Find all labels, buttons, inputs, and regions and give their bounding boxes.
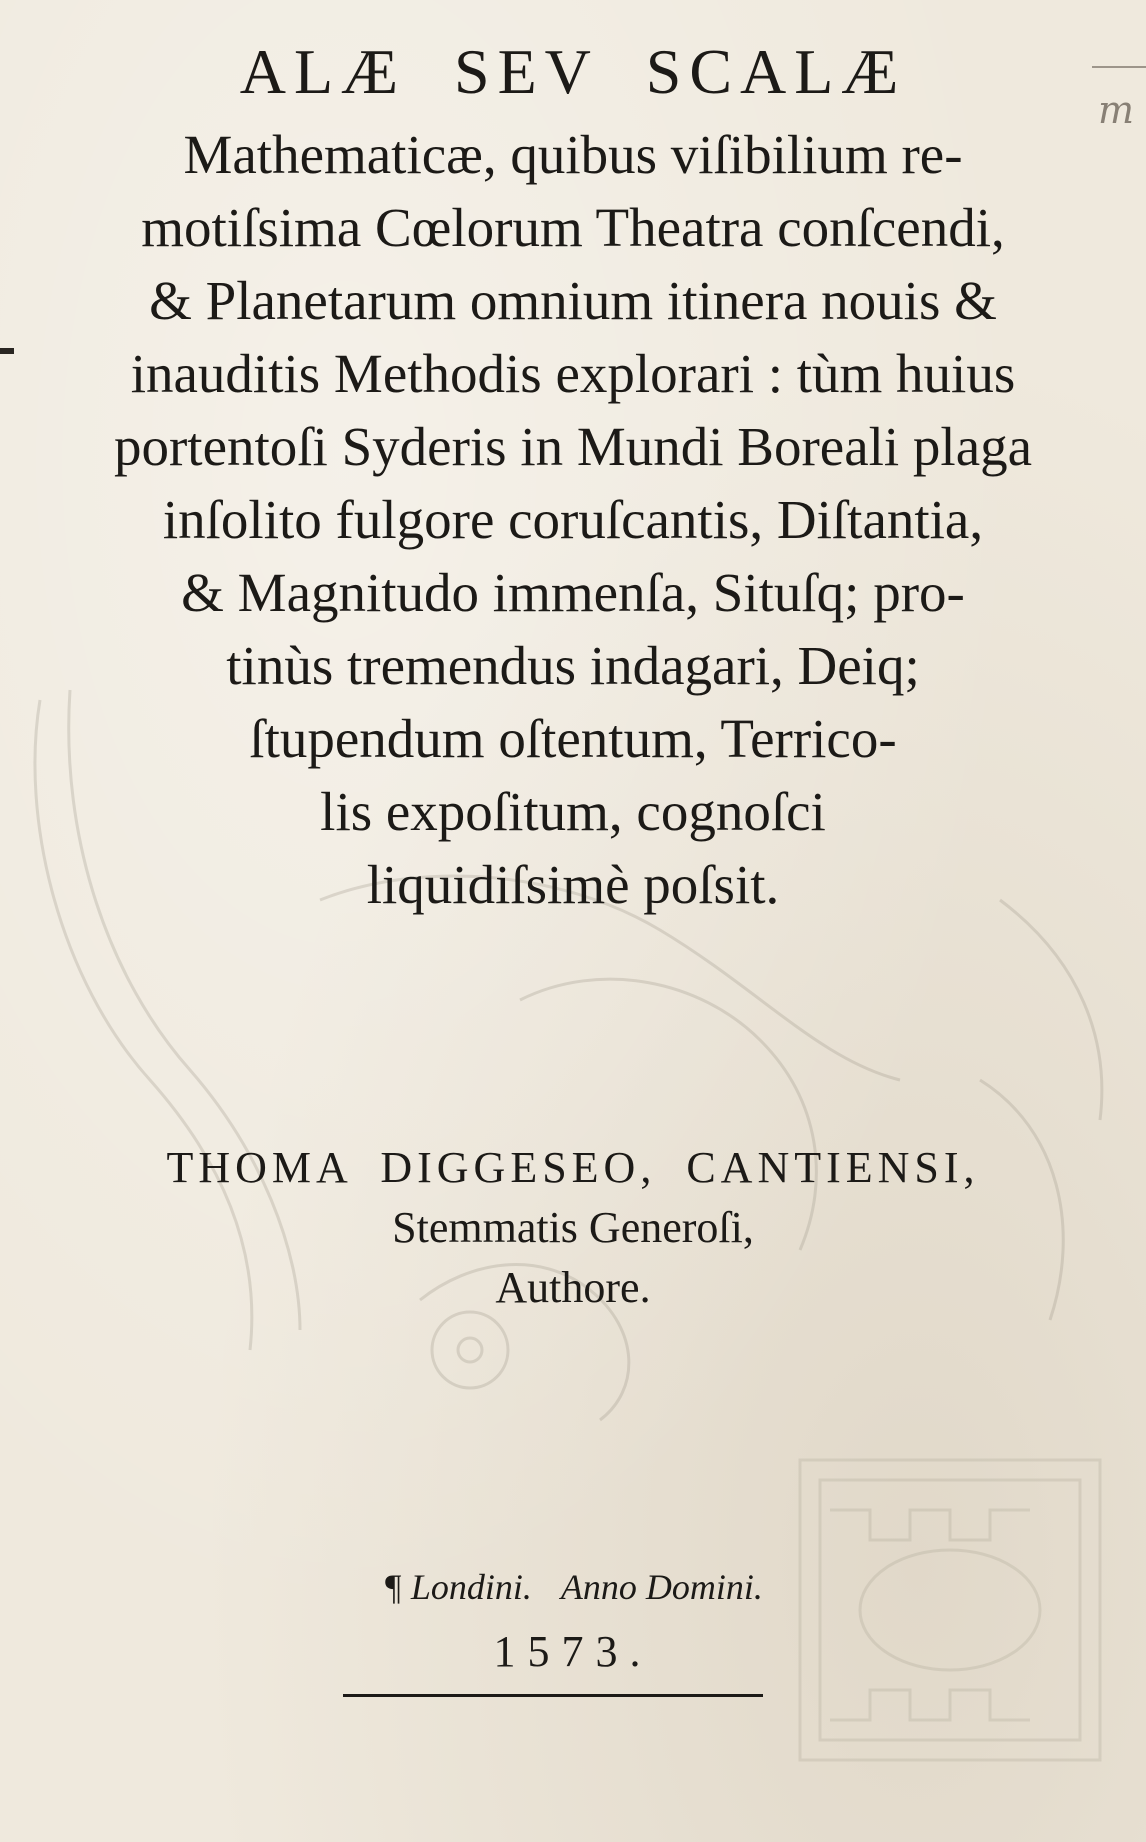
title-block bbox=[40, 36, 1106, 921]
margin-handwriting: m bbox=[1098, 88, 1135, 132]
title-line-3: & Planetarum omnium itinera nouis & bbox=[149, 270, 997, 331]
title-line-4: inauditis Methodis explorari : tùm huius bbox=[130, 343, 1016, 404]
margin-tick-mark bbox=[0, 348, 14, 354]
closing-rule bbox=[343, 1694, 763, 1697]
imprint-place: ¶ Londini. bbox=[383, 1567, 532, 1607]
title-line-11: liquidiſsimè poſsit. bbox=[366, 854, 780, 915]
author-block bbox=[60, 1138, 1086, 1318]
title-line-8: tinùs tremendus indagari, Deiq; bbox=[226, 635, 920, 696]
title-line-5: portentoſi Syderis in Mundi Boreali plaga bbox=[113, 416, 1033, 477]
title-line-2: motiſsima Cœlorum Theatra conſcendi, bbox=[141, 197, 1005, 258]
publication-year: 1573. bbox=[493, 1627, 653, 1676]
title-line-6: inſolito fulgore coruſcantis, Diſtantia, bbox=[162, 489, 984, 550]
author-name: THOMA DIGGESEO, CANTIENSI, bbox=[166, 1143, 980, 1192]
imprint-anno: Anno Domini. bbox=[560, 1567, 763, 1607]
title-line-9: ſtupendum oſtentum, Terrico- bbox=[249, 708, 897, 769]
author-lineage: Stemmatis Generoſi, bbox=[392, 1203, 754, 1252]
title-line-1: Mathematicæ, quibus viſibilium re- bbox=[183, 124, 963, 185]
title-line-7: & Magnitudo immenſa, Situſq; pro- bbox=[181, 562, 965, 623]
main-title: ALÆ SEV SCALÆ bbox=[239, 36, 907, 107]
imprint bbox=[60, 1562, 1086, 1612]
title-line-10: lis expoſitum, cognoſci bbox=[320, 781, 826, 842]
author-role: Authore. bbox=[495, 1263, 651, 1312]
